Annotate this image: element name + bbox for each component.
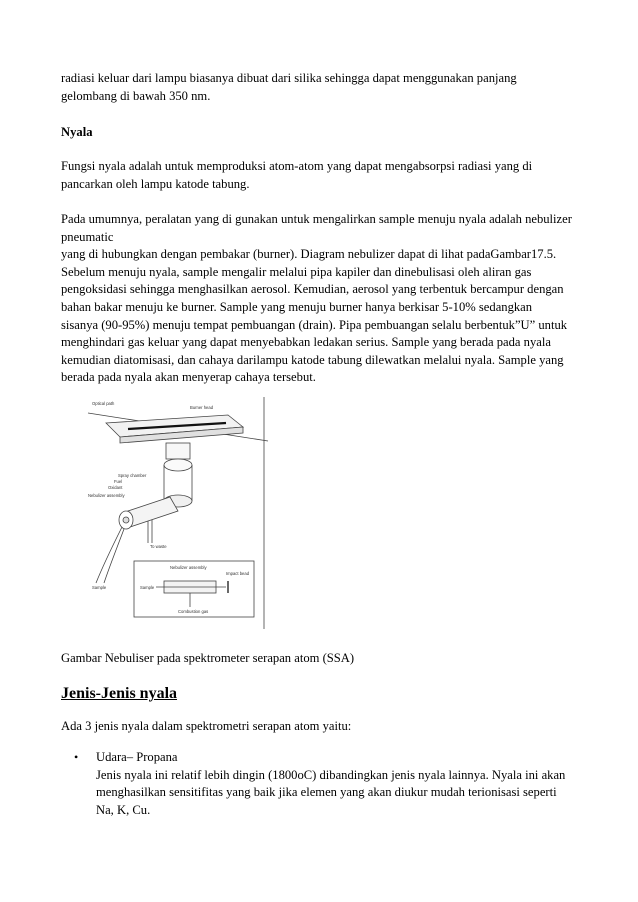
label-combustion-gas: Combustion gas [178,609,209,614]
label-optical-path: Optical path [92,401,115,406]
text-line: gelombang di bawah 350 nm. [61,88,211,103]
label-sample: Sample [92,585,107,590]
text-line: menghindari gas keluar yang dapat menyebabkan ledakan serius. Sample yang berada pada nyala [61,335,551,350]
label-spray-chamber: Spray chamber [118,473,147,478]
label-to-waste: To waste [150,544,167,549]
label-impact-bead: Impact bead [226,571,250,576]
figure-caption: Gambar Nebuliser pada spektrometer serapan atom (SSA) [61,651,355,665]
paragraph-radiasi [61,70,601,105]
text-line: Jenis nyala ini relatif lebih dingin (1800oC) dibandingkan jenis nyala lainnya. Nyala ini akan [96,767,566,782]
section-intro: Ada 3 jenis nyala dalam spektrometri serapan atom yaitu: [61,719,352,733]
text-line: menghasilkan sensitifitas yang baik jika elemen yang akan diukur mudah terionisasi seperti [96,785,557,800]
bullet-icon: • [74,750,79,764]
text-line: Na, K, Cu. [96,802,151,817]
paragraph-nebulizer [61,211,601,387]
text-line: sisanya (90-95%) menuju tempat pembuangan (drain). Pipa pembuangan selalu berbentuk”U” untuk [61,317,568,332]
list-item-udara-propana [96,749,596,819]
text-line: Pada umumnya, peralatan yang di gunakan untuk mengalirkan sample menuju nyala adalah nebulizer [61,212,572,226]
text-line: pengoksidasi sehingga menghasilkan aerosol. Kemudian, aerosol yang terbentuk bercampur dengan [61,282,564,297]
label-fuel: Fuel [114,479,123,484]
list-item-title: Udara– Propana [96,750,178,764]
text-line: berada pada nyala akan menyerap cahaya tersebut. [61,370,316,385]
text-line: Sebelum menuju nyala, sample mengalir melalui pipa kapiler dan dinebulisasi oleh aliran gas [61,264,532,279]
label-oxidant: Oxidant [108,485,123,490]
nebulizer-diagram [78,393,274,633]
text-line: kemudian diatomisasi, dan cahaya darilampu katode tabung dilewatkan melalui nyala. Sample yang [61,352,564,367]
text-line: pancarkan oleh lampu katode tabung. [61,176,250,191]
label-inset-sample: Sample [140,585,155,590]
text-line: radiasi keluar dari lampu biasanya dibuat dari silika sehingga dapat menggunakan panjang [61,71,517,85]
text-line: pneumatic [61,229,114,244]
text-line: yang di hubungkan dengan pembakar (burner). Diagram nebulizer dapat di lihat padaGambar17.5. [61,247,557,262]
paragraph-fungsi-nyala [61,158,601,193]
text-line: bahan bakar menuju ke burner. Sample yang menuju burner hanya berkisar 5-10% sedangkan [61,299,533,314]
label-burner-head: Burner head [190,405,214,410]
section-heading: Jenis-Jenis nyala [61,685,178,702]
text-line: Fungsi nyala adalah untuk memproduksi atom-atom yang dapat mengabsorpsi radiasi yang di [61,159,533,173]
label-inset-title: Nebulizer assembly [170,565,207,570]
subheading-nyala: Nyala [61,125,93,139]
label-nebulizer-assembly: Nebulizer assembly [88,493,125,498]
